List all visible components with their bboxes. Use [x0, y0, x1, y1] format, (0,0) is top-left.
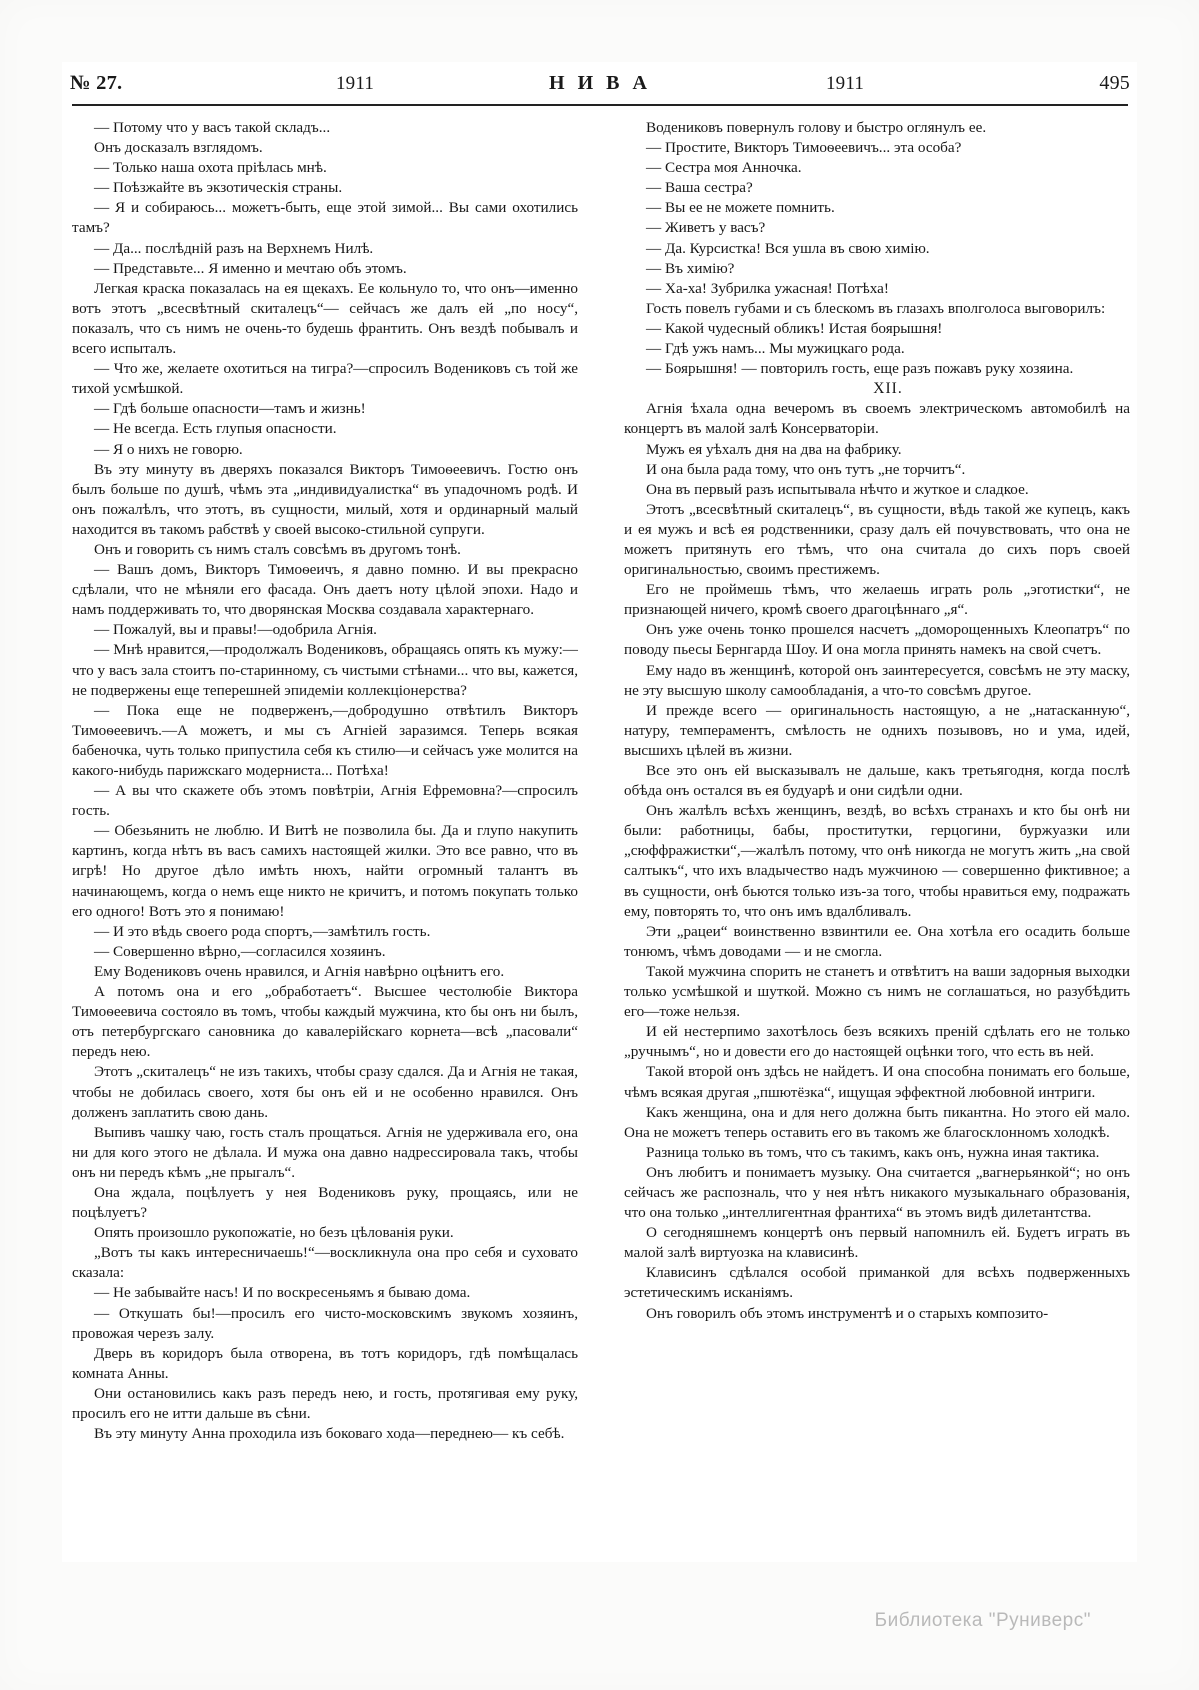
- paragraph: — А вы что скажете объ этомъ повѣтрiи, Агнiя Ефремовна?—спросилъ гость.: [72, 782, 578, 820]
- paragraph: Легкая краска показалась на ея щекахъ. Ее кольнуло то, что онъ—именно вотъ этотъ „всесвѣтный скиталецъ“— сейчасъ же далъ ей „по носу“, показалъ, что съ нимъ не очень-то будешь франтить. Онъ вездѣ побывалъ и всего испыталъ.: [72, 279, 578, 358]
- right-text-column: [624, 118, 1130, 1498]
- paragraph: Этотъ „скиталецъ“ не изъ такихъ, чтобы сразу сдался. Да и Агнiя не такая, чтобы не добилась своего, хотя бы онъ ей и не особенно нравился. Онъ долженъ заплатить свою дань.: [72, 1063, 578, 1121]
- paragraph: И ей нестерпимо захотѣлось безъ всякихъ пренiй сдѣлать его не только „ручнымъ“, но и довести его до настоящей оцѣнки того, что есть въ ней.: [624, 1023, 1130, 1061]
- paragraph: — И это вѣдь своего рода спортъ,—замѣтилъ гость.: [94, 922, 431, 940]
- paragraph: — Не всегда. Есть глупыя опасности.: [94, 420, 337, 438]
- paragraph: Она ждала, поцѣлуетъ у нея Водениковъ руку, прощаясь, или не поцѣлуетъ?: [72, 1183, 578, 1222]
- paragraph: — Да. Курсистка! Вся ушла въ свою химiю.: [646, 239, 930, 257]
- paragraph: — Мнѣ нравится,—продолжалъ Водениковъ, обращаясь опять къ мужу:—что у васъ зала стоитъ по-старинному, съ чистыми стѣнами... что вы, кажется, не подвержены еще теперешней эпидемiи коллекцiонерства?: [72, 641, 578, 699]
- text-columns: [72, 118, 1130, 1498]
- paragraph: „Вотъ ты какъ интересничаешь!“—воскликнула она про себя и суховато сказала:: [72, 1244, 578, 1282]
- paragraph: — Сестра моя Анночка.: [646, 159, 802, 177]
- paragraph: Мужъ ея уѣхалъ дня на два на фабрику.: [646, 440, 902, 458]
- paragraph: Какъ женщина, она и для него должна быть пикантна. Но этого ей мало. Она не можетъ теперь оставить его въ такомъ же благосклонномъ холодкѣ.: [624, 1103, 1130, 1141]
- paragraph: Ему Водениковъ очень нравился, и Агнiя навѣрно оцѣнитъ его.: [94, 962, 505, 980]
- library-watermark: Библиотека "Руниверс": [874, 1610, 1091, 1631]
- chapter-heading: XII.: [873, 380, 903, 398]
- paragraph: — Пожалуй, вы и правы!—одобрила Агнiя.: [94, 621, 377, 639]
- year-right: 1911: [825, 73, 865, 94]
- paragraph: Онъ и говорить съ нимъ сталъ совсѣмъ въ другомъ тонѣ.: [94, 540, 461, 558]
- paragraph: — Въ химiю?: [646, 259, 735, 277]
- paragraph: Онъ досказалъ взглядомъ.: [94, 139, 263, 157]
- paragraph: Гость повелъ губами и съ блескомъ въ глазахъ вполголоса выговорилъ:: [646, 299, 1106, 317]
- paragraph: Опять произошло рукопожатiе, но безъ цѣлованiя руки.: [94, 1224, 454, 1242]
- paragraph: Агнiя ѣхала одна вечеромъ въ своемъ электрическомъ автомобилѣ на концертъ въ малой залѣ Консерваторiи.: [624, 400, 1130, 438]
- paragraph: Водениковъ повернулъ голову и быстро оглянулъ ее.: [646, 119, 987, 136]
- paragraph: О сегодняшнемъ концертѣ онъ первый напомнилъ ей. Будетъ играть въ малой залѣ виртуозка на клависинѣ.: [624, 1224, 1130, 1262]
- paragraph: — Ваша сестра?: [646, 179, 753, 197]
- paragraph: Онъ любитъ и понимаетъ музыку. Она считается „вагнерьянкой“; но онъ сейчасъ же распозналь, что у нея нѣтъ никакого музыкальнаго образованiя, что она только „интеллигентная франтиха“ въ этомъ видѣ дилетантства.: [624, 1163, 1130, 1222]
- paragraph: Ему надо въ женщинѣ, которой онъ заинтересуется, совсѣмъ не эту маску, не эту высшую школу самообладанiя, а что-то совсѣмъ другое.: [624, 661, 1130, 699]
- paragraph: Онъ говорилъ объ этомъ инструментѣ и о старыхъ композито-: [646, 1304, 1049, 1322]
- paragraph: — Что же, желаете охотиться на тигра?—спросилъ Водениковъ съ той же тихой усмѣшкой.: [72, 360, 578, 398]
- paragraph: — Совершенно вѣрно,—согласился хозяинъ.: [94, 942, 386, 960]
- page-header: [70, 72, 1130, 106]
- paragraph: — Боярышня! — повторилъ гость, еще разъ пожавъ руку хозяина.: [646, 360, 1074, 378]
- paragraph: — Гдѣ ужъ намъ... Мы мужицкаго рода.: [646, 340, 905, 358]
- paragraph: А потомъ она и его „обработаетъ“. Высшее честолюбiе Виктора Тимоѳеевича состояло въ томъ, чтобы каждый мужчина, кто бы онъ ни былъ, отъ петербургскаго сановника до кавалерiйскаго корнета—всѣ „пасовали“ передъ нею.: [72, 983, 578, 1061]
- paragraph: Она въ первый разъ испытывала нѣчто и жуткое и сладкое.: [646, 480, 1029, 498]
- paragraph: Такой мужчина спорить не станетъ и отвѣтитъ на ваши задорныя выходки только усмѣшкой и шуткой. Можно съ нимъ не соглашаться, но разубѣдить его—тоже нельзя.: [624, 962, 1130, 1021]
- paragraph: — Вашъ домъ, Викторъ Тимоѳеичъ, я давно помню. И вы прекрасно сдѣлали, что не мѣняли его фасада. Онъ даетъ ноту цѣлой эпохи. Надо и намъ поддерживать то, что дворянская Москва создавала характернаго.: [72, 561, 578, 619]
- paragraph: — Поѣзжайте въ экзотическiя страны.: [94, 179, 343, 197]
- paragraph: Все это онъ ей высказывалъ не дальше, какъ третьягодня, когда послѣ обѣда онъ остался въ ея будуарѣ и они сидѣли одни.: [624, 762, 1130, 800]
- paragraph: — Я о нихъ не говорю.: [94, 440, 243, 458]
- paragraph: — Не забывайте насъ! И по воскресеньямъ я бываю дома.: [94, 1284, 471, 1302]
- paragraph: Онъ уже очень тонко прошелся насчетъ „доморощенныхъ Клеопатръ“ по поводу пьесы Бернгарда Шоу. И она могла принять намекъ на свой счетъ.: [624, 621, 1130, 659]
- paragraph: Его не проймешь тѣмъ, что желаешь играть роль „эготистки“, не признающей ничего, кромѣ своего драгоцѣннаго „я“.: [624, 581, 1130, 619]
- paragraph: — Только наша охота прiѣлась мнѣ.: [94, 159, 327, 177]
- paragraph: Эти „рацеи“ воинственно взвинтили ее. Она хотѣла его осадить больше тонюмъ, чѣмъ доводами — и не смогла.: [624, 922, 1130, 960]
- paragraph: Они остановились какъ разъ передъ нею, и гость, протягивая ему руку, просилъ его не итти дальше въ сѣни.: [72, 1384, 578, 1422]
- paragraph: — Пока еще не подверженъ,—добродушно отвѣтилъ Викторъ Тимоѳеевичъ.—А можетъ, и мы съ Агнiей заразимся. Теперь всякая бабеночка, чуть только припустила себя къ стилю—и сейчасъ уже молится на какого-нибудь парижскаго модерниста... Потѣха!: [72, 701, 578, 779]
- paragraph: — Вы ее не можете помнить.: [646, 199, 835, 217]
- paragraph: Въ эту минуту въ дверяхъ показался Викторъ Тимоѳеевичъ. Гостю онъ былъ больше по душѣ, чѣмъ эта „индивидуалистка“ въ упадочномъ родѣ. И онъ пожалѣлъ, что этотъ, въ сущности, милый, хотя и ординарный малый находится въ такомъ рабствѣ у своей высоко-стильной супруги.: [72, 460, 578, 538]
- paragraph: — Обезьянить не люблю. И Витѣ не позволила бы. Да и глупо накупить картинъ, когда нѣтъ въ васъ самихъ настоящей жилки. Это все равно, что въ игрѣ! Но другое дѣло имѣть нюхъ, найти огромный талантъ въ начинающемъ, когда о немъ еще никто не кричитъ, и потомъ покупать только его одного! Вотъ это я понимаю!: [72, 822, 578, 920]
- paragraph: — Гдѣ больше опасности—тамъ и жизнь!: [94, 400, 366, 418]
- paragraph: Такой второй онъ здѣсь не найдетъ. И она способна понимать его больше, чѣмъ всякая другая „пшютёзка“, ищущая эффектной любовной интриги.: [624, 1063, 1130, 1101]
- year-left: 1911: [335, 73, 375, 94]
- paragraph: — Живетъ у васъ?: [646, 219, 766, 237]
- paragraph: — Откушать бы!—просилъ его чисто-московскимъ звукомъ хозяинъ, провожая черезъ залу.: [72, 1304, 578, 1342]
- paragraph: — Я и собираюсь... можетъ-быть, еще этой зимой... Вы сами охотились тамъ?: [72, 199, 578, 237]
- paragraph: И она была рада тому, что онъ тутъ „не торчитъ“.: [646, 460, 966, 478]
- paragraph: Этотъ „всесвѣтный скиталецъ“, въ сущности, вѣдь такой же купецъ, какъ и ея мужъ и всѣ ея родственники, сразу далъ ей почувствовать, что она не можетъ притянуть его тѣмъ, что она считала до сихъ поръ своей оригинальностью, своимъ престижемъ.: [624, 500, 1130, 579]
- left-text-column: [72, 118, 578, 1498]
- paragraph: — Потому что у васъ такой складъ...: [94, 119, 331, 136]
- paragraph: — Ха-ха! Зубрилка ужасная! Потѣха!: [646, 279, 889, 297]
- magazine-title: Н И В А: [549, 72, 651, 94]
- paragraph: Клависинъ сдѣлался особой приманкой для всѣхъ подверженныхъ эстетическимъ исканiямъ.: [624, 1264, 1130, 1302]
- paragraph: Онъ жалѣлъ всѣхъ женщинъ, вездѣ, во всѣхъ странахъ и кто бы онѣ ни были: работницы, бабы, проститутки, герцогини, буржуазки или „сюффражистки“,—жалѣлъ потому, что онѣ никогда не могутъ жить „на свой салтыкъ“, что ихъ владычество надъ мужчиною — совершенно фиктивное; а въ сущности, онѣ бьются только изъ-за того, чтобы нравиться ему, подражать ему, повторять то, что онъ имъ вдалбливалъ.: [624, 802, 1130, 920]
- paragraph: Разница только въ томъ, что съ такимъ, какъ онъ, нужна иная тактика.: [646, 1143, 1100, 1161]
- paragraph: — Представьте... Я именно и мечтаю объ этомъ.: [94, 259, 407, 277]
- paragraph: — Да... послѣднiй разъ на Верхнемъ Нилѣ.: [94, 239, 374, 257]
- paragraph: — Какой чудесный обликъ! Истая боярышня!: [646, 319, 943, 337]
- page-number: 495: [1099, 72, 1130, 94]
- paragraph: Выпивъ чашку чаю, гость сталъ прощаться. Агнiя не удерживала его, она ни для кого этого не дѣлала. И мужа она давно надрессировала такъ, чтобы онъ ни передъ кѣмъ „не прыгалъ“.: [72, 1123, 578, 1181]
- paragraph: И прежде всего — оригинальность настоящую, а не „натасканную“, натуру, темпераментъ, смѣлость не однихъ позывовъ, но и ума, идей, высшихъ цѣлей въ жизни.: [624, 701, 1130, 759]
- header-divider: [72, 104, 1128, 106]
- paragraph: Въ эту минуту Анна проходила изъ боковаго хода—переднею— къ себѣ.: [94, 1425, 565, 1443]
- issue-number: № 27.: [70, 72, 123, 94]
- paragraph: Дверь въ коридоръ была отворена, въ тотъ коридоръ, гдѣ помѣщалась комната Анны.: [72, 1344, 578, 1382]
- paragraph: — Простите, Викторъ Тимоѳеевичъ... эта особа?: [646, 139, 962, 157]
